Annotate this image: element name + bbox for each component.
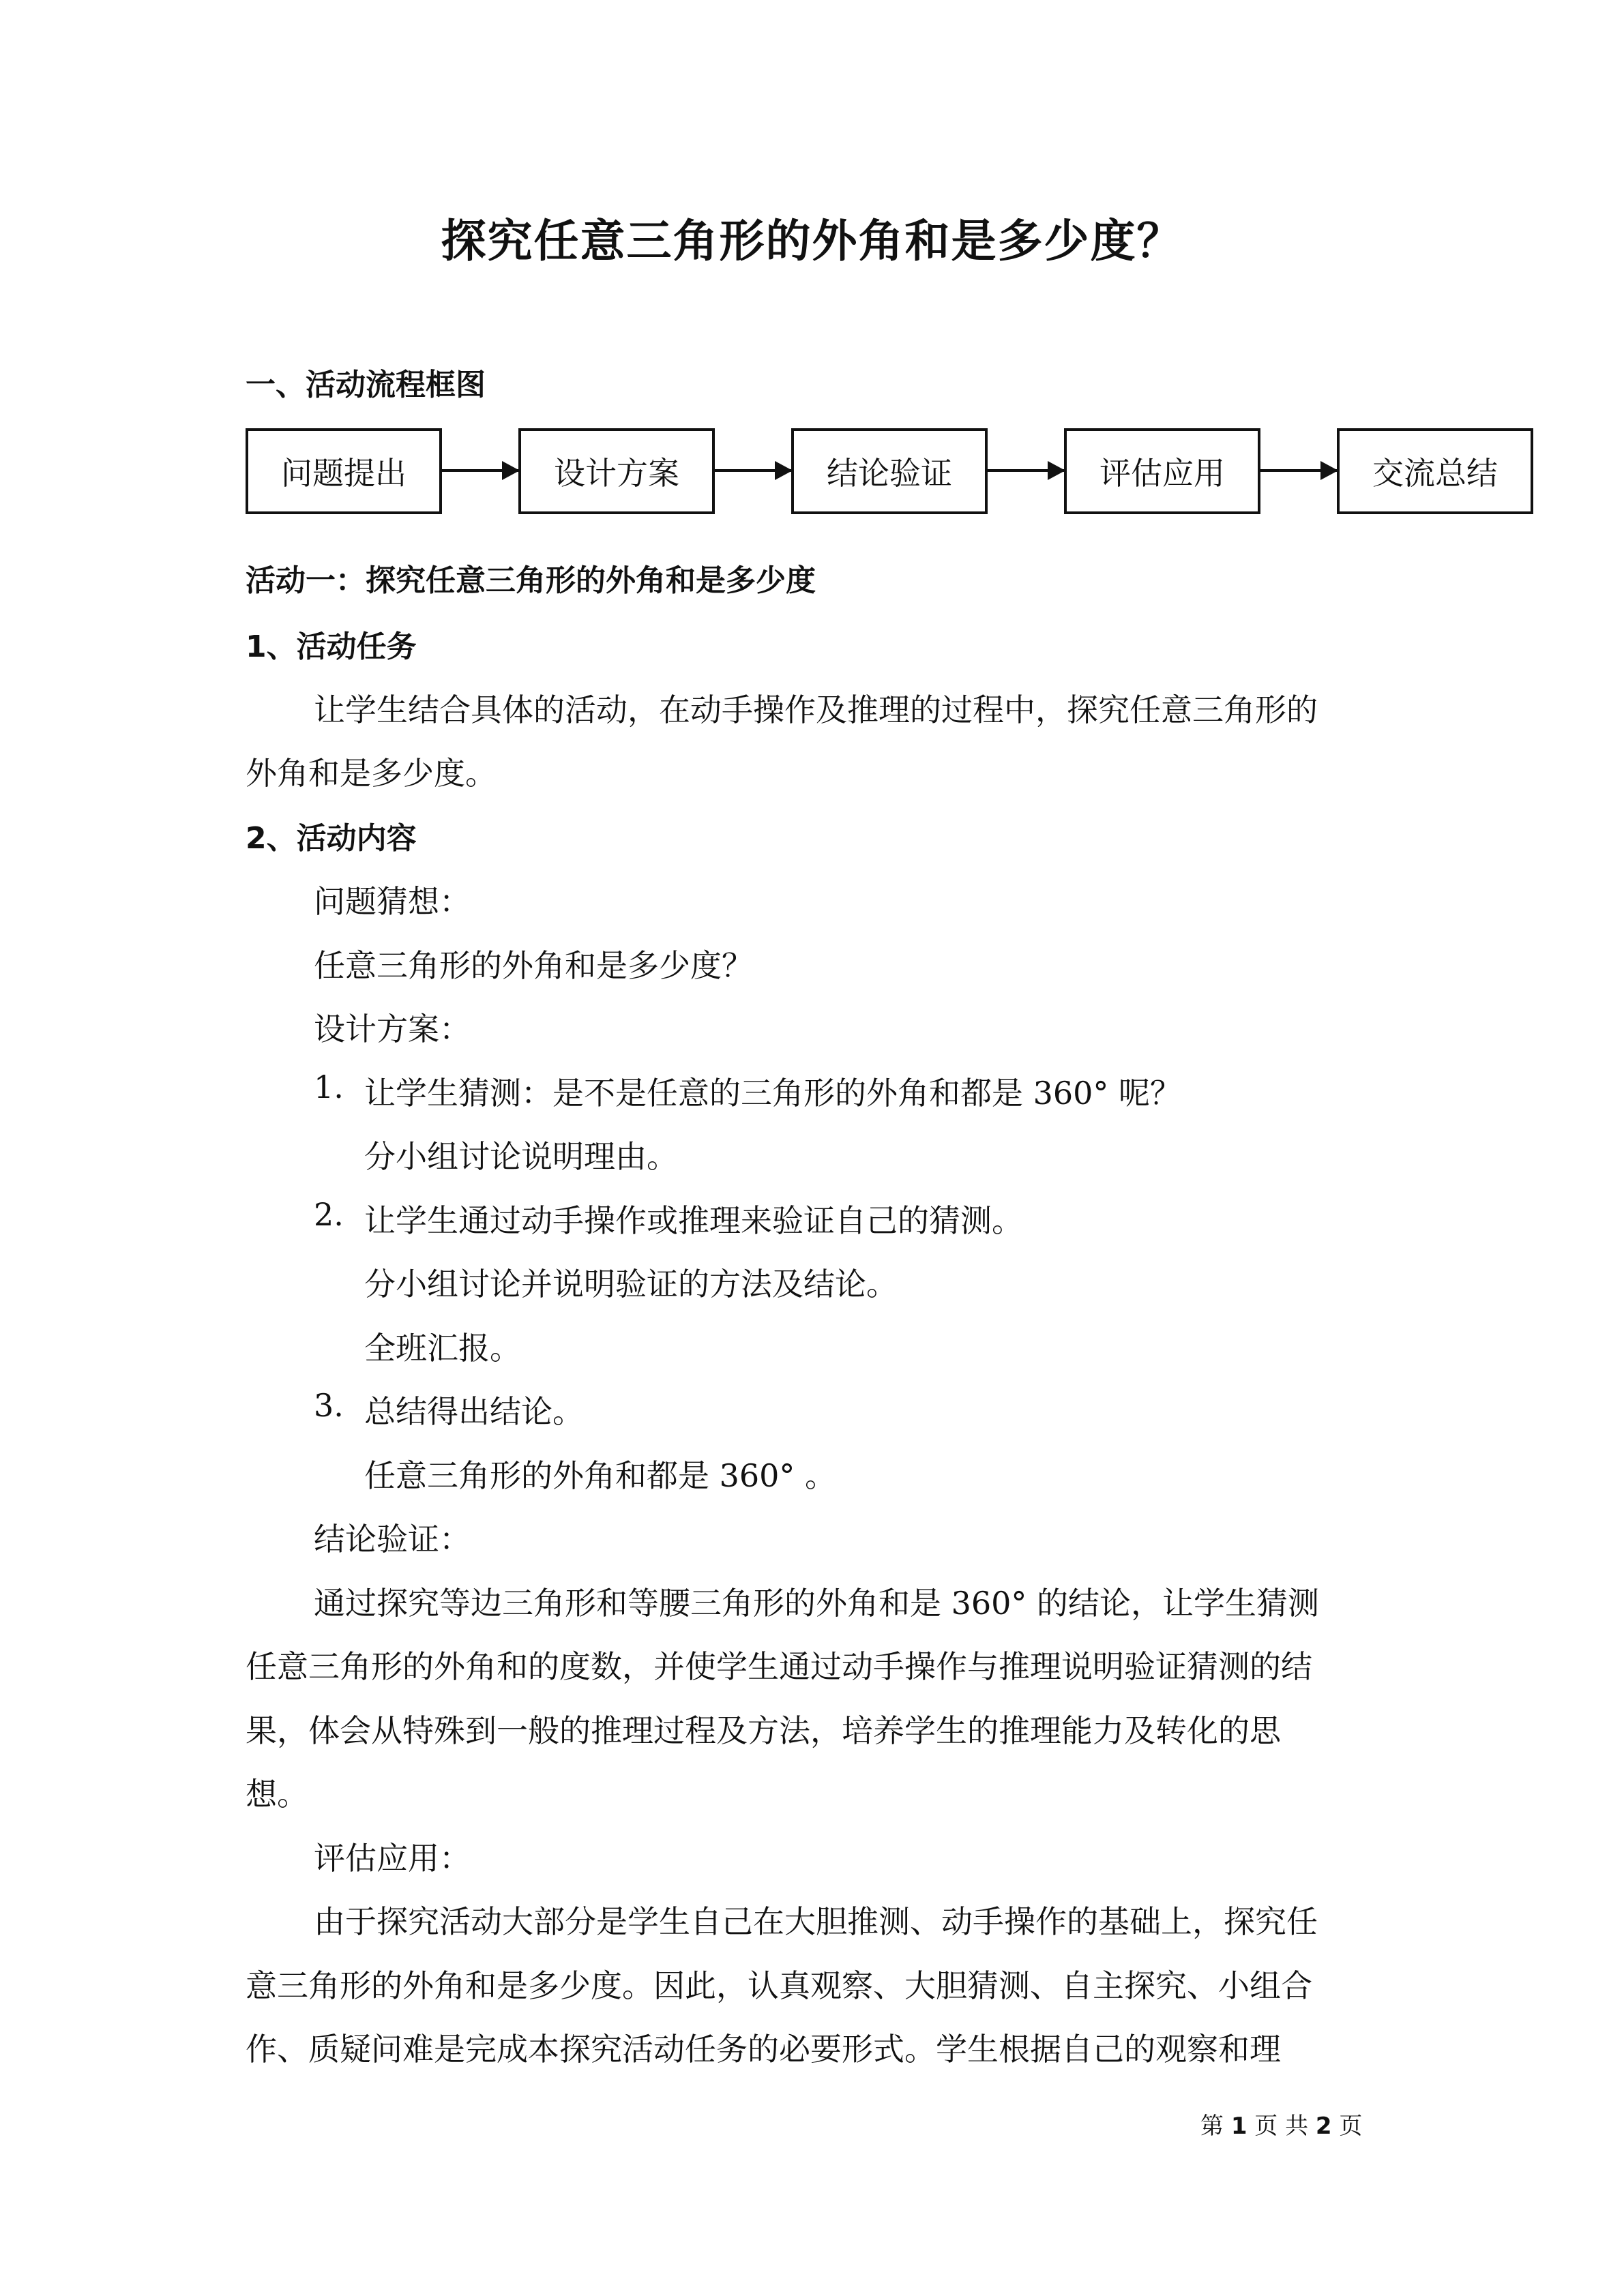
task-heading: 1、活动任务 (246, 629, 417, 664)
list-item-text: 任意三角形的外角和都是 360° 。 (364, 1457, 837, 1494)
verify-text-line: 任意三角形的外角和的度数，并使学生通过动手操作与推理说明验证猜测的结 (246, 1648, 1312, 1685)
page-title: 探究任意三角形的外角和是多少度？ (441, 215, 1183, 267)
apply-text-line: 意三角形的外角和是多少度。因此，认真观察、大胆猜测、自主探究、小组合 (246, 1967, 1312, 2004)
guess-text: 任意三角形的外角和是多少度？ (314, 947, 753, 984)
task-text-line: 外角和是多少度。 (246, 755, 497, 792)
verify-text-line: 通过探究等边三角形和等腰三角形的外角和是 360° 的结论，让学生猜测 (314, 1585, 1320, 1622)
footer-suffix: 页 (1339, 2113, 1363, 2140)
flow-step-design: 设计方案 (518, 428, 715, 514)
list-item-text: 让学生通过动手操作或推理来验证自己的猜测。 (364, 1202, 1023, 1239)
apply-text-line: 作、质疑问难是完成本探究活动任务的必要形式。学生根据自己的观察和理 (246, 2031, 1281, 2068)
list-number: 1. (314, 1069, 344, 1105)
apply-label: 评估应用： (314, 1840, 471, 1877)
list-item-text: 分小组讨论说明理由。 (364, 1138, 678, 1175)
list-number: 3. (314, 1387, 344, 1424)
current-page-number: 1 (1230, 2113, 1247, 2140)
page-footer (1200, 2107, 1362, 2141)
list-item-text: 分小组讨论并说明验证的方法及结论。 (364, 1266, 898, 1302)
flow-step-verify: 结论验证 (791, 428, 988, 514)
flow-step-problem: 问题提出 (246, 428, 442, 514)
verify-label: 结论验证： (314, 1521, 471, 1557)
verify-text-line: 想。 (246, 1776, 308, 1813)
guess-label: 问题猜想： (314, 883, 471, 920)
footer-prefix: 第 (1200, 2113, 1224, 2140)
total-page-number: 2 (1315, 2113, 1332, 2140)
flow-arrow (988, 469, 1064, 472)
list-item-text: 全班汇报。 (364, 1330, 521, 1367)
section-heading-flowchart: 一、活动流程框图 (246, 368, 486, 402)
verify-text-line: 果，体会从特殊到一般的推理过程及方法，培养学生的推理能力及转化的思 (246, 1712, 1281, 1749)
list-number: 2. (314, 1196, 344, 1233)
activity-heading: 活动一：探究任意三角形的外角和是多少度 (246, 563, 816, 598)
list-item-text: 让学生猜测：是不是任意的三角形的外角和都是 360° 呢？ (364, 1075, 1182, 1112)
activity-flowchart (246, 428, 1535, 518)
flow-step-evaluate: 评估应用 (1064, 428, 1260, 514)
content-heading: 2、活动内容 (246, 821, 417, 856)
flow-step-summary: 交流总结 (1337, 428, 1533, 514)
design-label: 设计方案： (314, 1011, 471, 1047)
apply-text-line: 由于探究活动大部分是学生自己在大胆推测、动手操作的基础上，探究任 (314, 1903, 1318, 1940)
flow-arrow (715, 469, 791, 472)
footer-mid: 页 共 (1254, 2113, 1309, 2140)
flow-arrow (1260, 469, 1337, 472)
list-item-text: 总结得出结论。 (364, 1393, 584, 1430)
flow-arrow (442, 469, 518, 472)
task-text-line: 让学生结合具体的活动，在动手操作及推理的过程中，探究任意三角形的 (314, 691, 1318, 728)
